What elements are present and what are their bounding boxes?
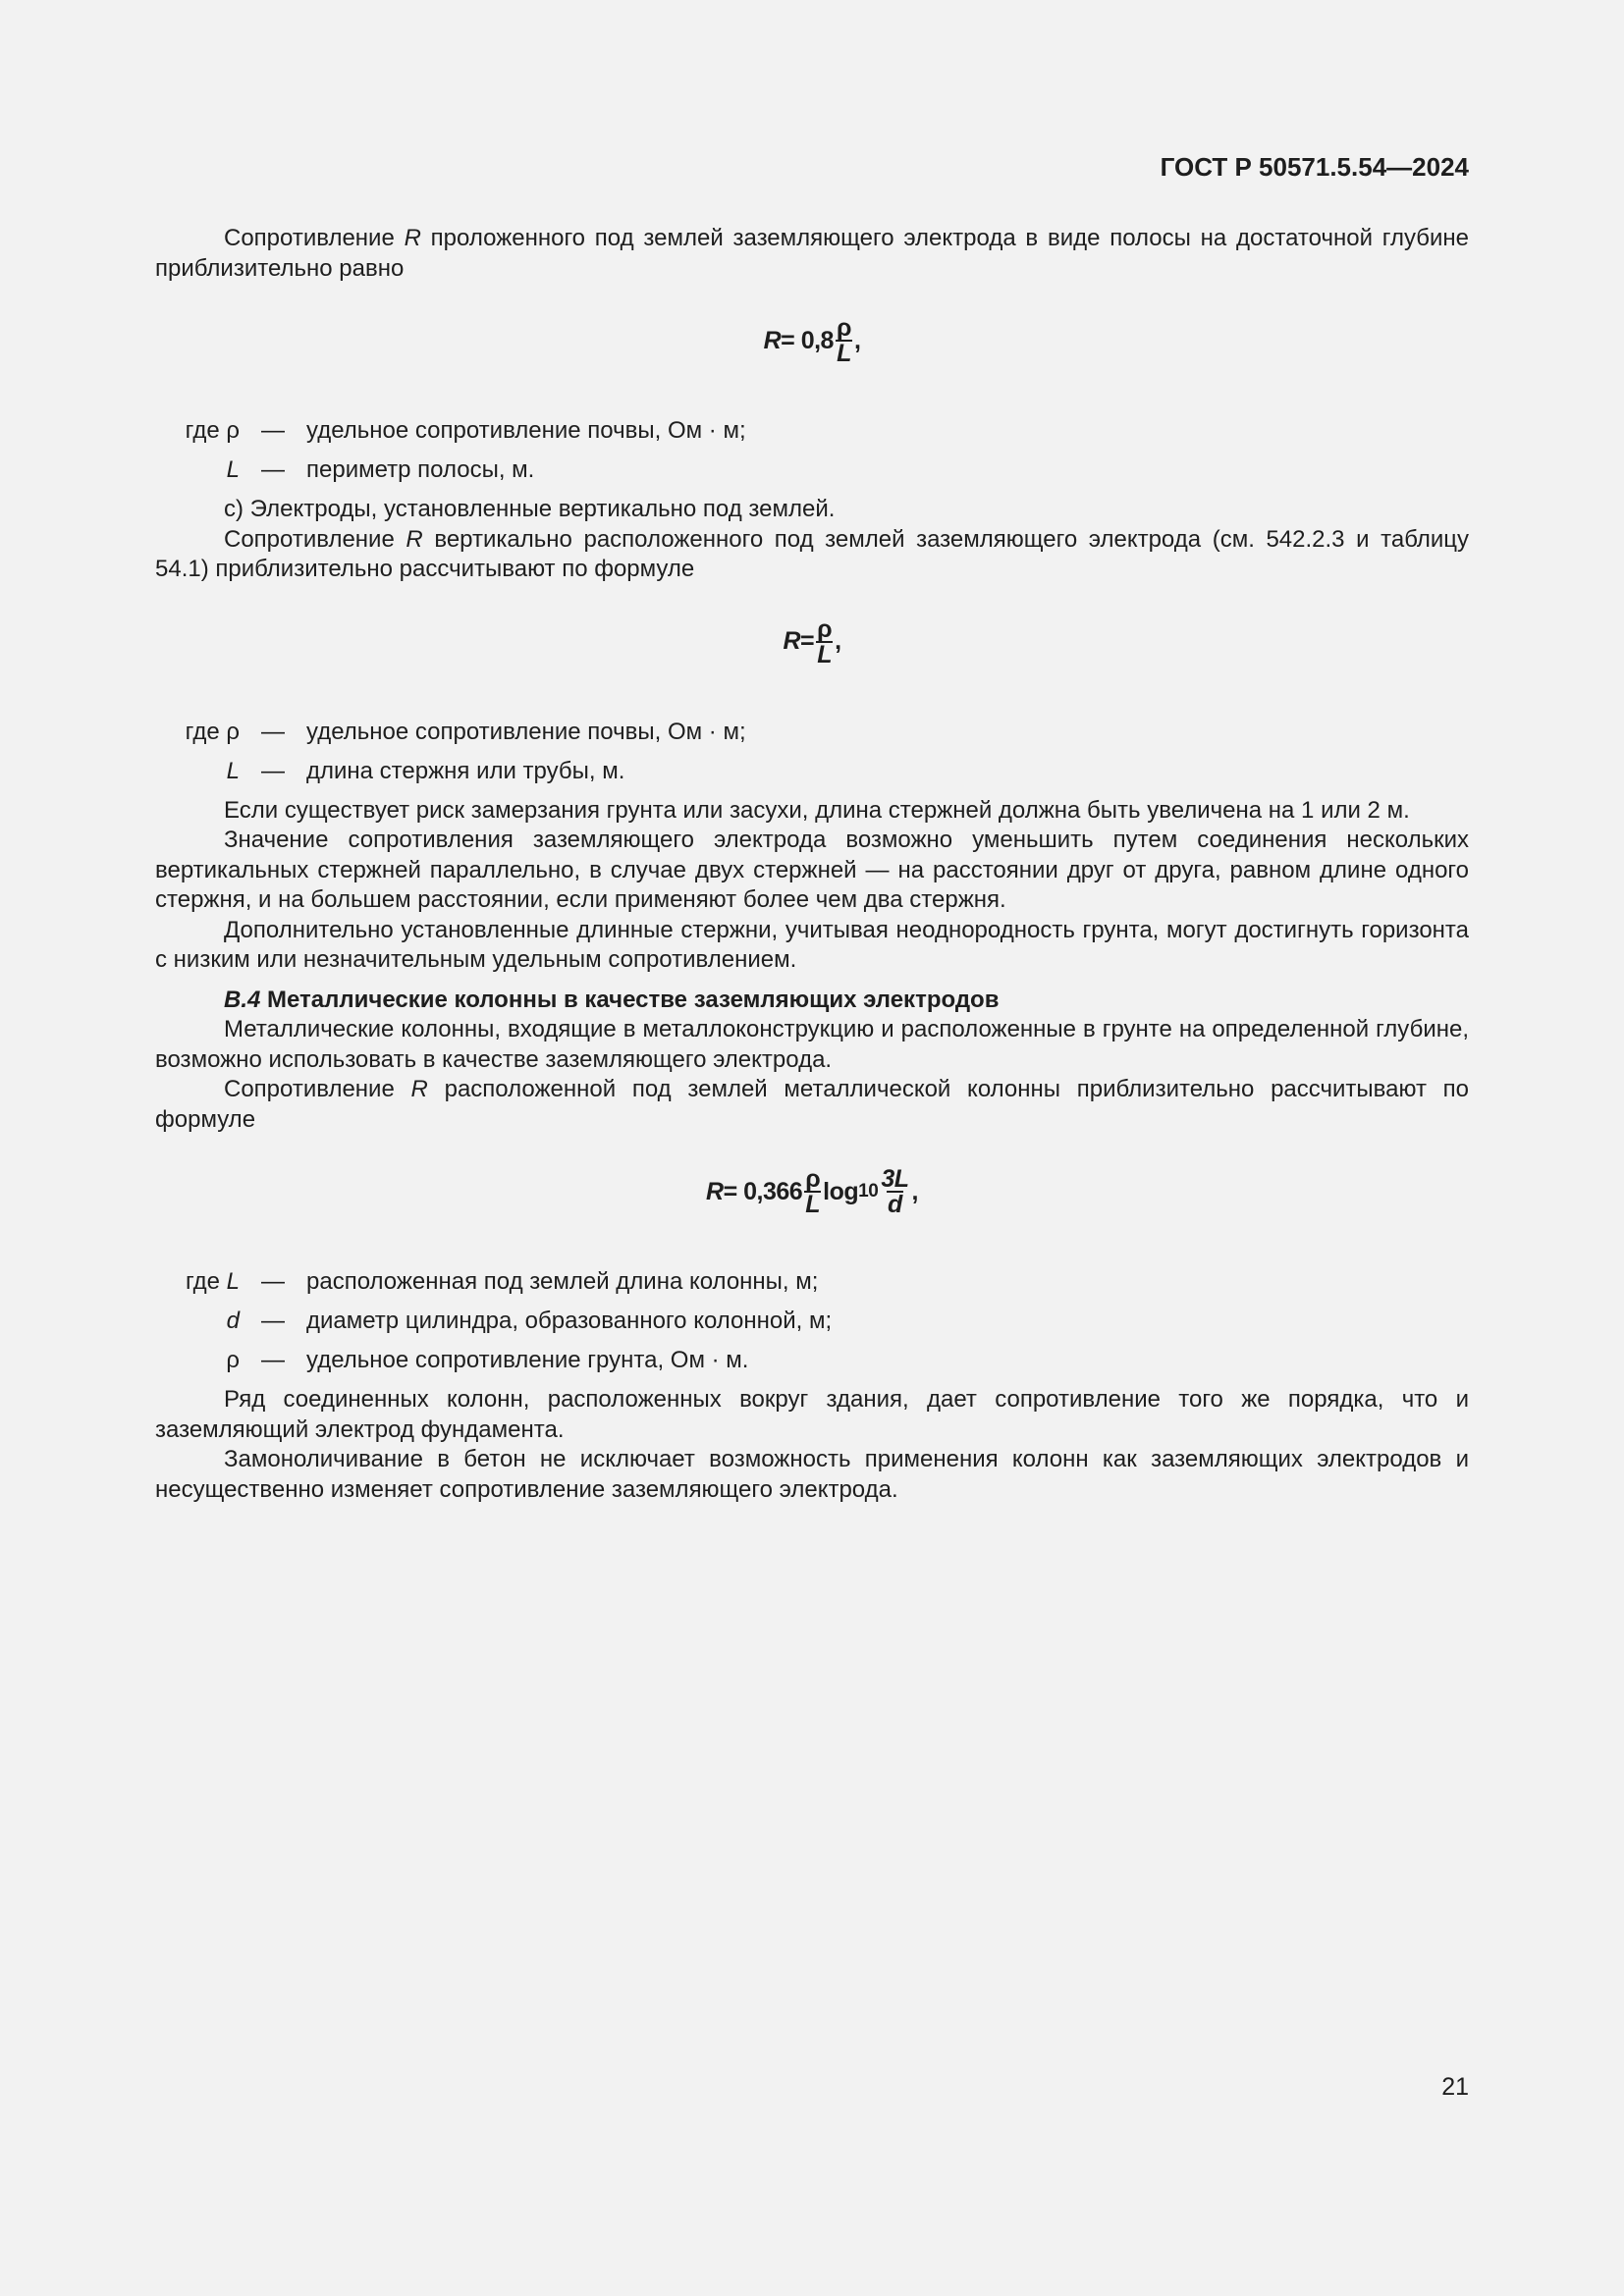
paragraph-strip-resistance: Сопротивление R проложенного под землей заземляющего электрода в виде полосы на достаточной глубине приблизительно равно [155,225,1470,282]
fraction-rho-over-l: $\frac{\rho}{L}$ [817,614,833,668]
formula-column-resistance: R = 0,366 $\frac{\rho}{L}$ log 10 $\frac{3L}{d}$ , [706,1165,918,1218]
formula-vertical-resistance: R = $\frac{\rho}{L}$ , [783,614,841,668]
legend-row: L — периметр полосы, м. [226,456,535,483]
legend-row: где L — расположенная под землей длина колонны, м; [185,1268,819,1295]
page-body [155,224,1469,1505]
variable-legend-3 [155,1267,832,1385]
paragraph-frost-risk: Если существует риск замерзания грунта или засухи, длина стержней должна быть увеличена на 1 или 2 м. [224,796,1410,824]
fraction-rho-over-l: $\frac{\rho}{L}$ [805,1165,821,1218]
section-heading-b4: B.4 Металлические колонны в качестве заземляющих электродов [224,986,1000,1013]
legend-row: d — диаметр цилиндра, образованного колонной, м; [226,1308,833,1334]
paragraph-parallel-rods: Значение сопротивления заземляющего электрода возможно уменьшить путем соединения нескольких вертикальных стержней параллельно, в случае двух стержней — на расстоянии друг от друга, равном длине одного стержня, и на большем расстоянии, если применяют более чем два стержня. [155,827,1469,913]
page-number: 21 [1441,2073,1469,2101]
formula-strip-resistance: R = 0,8 $\frac{\rho}{L}$ , [763,314,861,367]
fraction-rho-over-l: $\frac{\rho}{L}$ [836,314,851,367]
legend-row: L — длина стержня или трубы, м. [226,757,625,784]
standard-header: ГОСТ Р 50571.5.54—2024 [1160,152,1469,182]
fraction-3l-over-d: $\frac{3L}{d}$ [881,1165,909,1218]
variable-legend-2 [155,718,746,796]
paragraph-column-ring: Ряд соединенных колонн, расположенных вокруг здания, дает сопротивление того же порядка, что и заземляющий электрод фундамента. [155,1386,1469,1443]
variable-legend-1 [155,416,746,495]
legend-row: где ρ — удельное сопротивление почвы, Ом · м; [185,718,746,745]
paragraph-vertical-resistance: Сопротивление R вертикально расположенного под землей заземляющего электрода (см. 542.2.3 и таблицу 54.1) приблизительно рассчитывают по формуле [155,525,1470,582]
paragraph-metal-columns: Металлические колонны, входящие в металлоконструкцию и расположенные в грунте на определенной глубине, возможно использовать в качестве заземляющего электрода. [155,1016,1469,1073]
paragraph-column-resistance: Сопротивление R расположенной под землей металлической колонны приблизительно рассчитывают по формуле [155,1076,1470,1133]
paragraph-long-rods: Дополнительно установленные длинные стержни, учитывая неоднородность грунта, могут достигнуть горизонта с низким или незначительным удельным сопротивлением. [155,916,1469,973]
item-c: c) Электроды, установленные вертикально под землей. [224,496,836,522]
legend-row: где ρ — удельное сопротивление почвы, Ом · м; [185,417,746,444]
paragraph-concrete-encasement: Замоноличивание в бетон не исключает возможность применения колонн как заземляющих электродов и несущественно изменяет сопротивление заземляющего электрода. [155,1446,1469,1503]
legend-row: ρ — удельное сопротивление грунта, Ом · м. [226,1347,749,1373]
